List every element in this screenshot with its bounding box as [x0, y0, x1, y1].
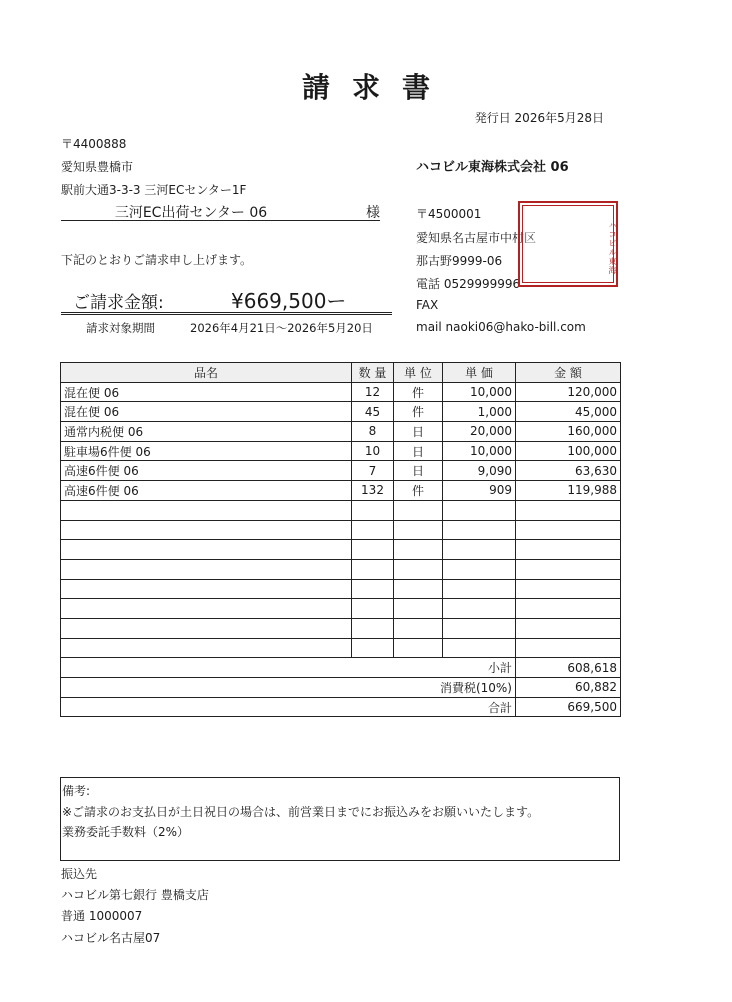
quantity-cell — [352, 599, 394, 619]
unit-price-cell — [443, 579, 516, 599]
unit-cell — [394, 540, 443, 560]
unit-price-cell: 10,000 — [443, 382, 516, 402]
table-row — [61, 441, 621, 461]
item-name-cell — [61, 618, 352, 638]
unit-cell: 件 — [394, 382, 443, 402]
unit-cell — [394, 520, 443, 540]
unit-cell — [394, 500, 443, 520]
unit-price-cell: 9,090 — [443, 461, 516, 481]
issuer-company: ハコビル東海株式会社 06 — [416, 160, 569, 175]
unit-cell: 件 — [394, 481, 443, 501]
amount-cell — [516, 559, 621, 579]
quantity-cell: 10 — [352, 441, 394, 461]
total-value: 669,500 — [516, 697, 621, 717]
billing-amount-label: ご請求金額: — [73, 293, 164, 313]
total-row — [61, 697, 621, 717]
tax-label: 消費税(10%) — [61, 678, 516, 698]
item-name-cell — [61, 638, 352, 658]
header-item-name: 品名 — [61, 363, 352, 383]
issuer-address2: 那古野9999-06 — [416, 254, 503, 268]
item-name-cell — [61, 500, 352, 520]
amount-cell — [516, 638, 621, 658]
amount-cell — [516, 599, 621, 619]
recipient-address1: 愛知県豊橋市 — [61, 160, 134, 174]
tax-row — [61, 678, 621, 698]
bank-name: ハコビル第七銀行 豊橋支店 — [61, 888, 209, 902]
unit-cell: 件 — [394, 402, 443, 422]
quantity-cell — [352, 500, 394, 520]
unit-price-cell: 909 — [443, 481, 516, 501]
amount-cell: 120,000 — [516, 382, 621, 402]
quantity-cell: 7 — [352, 461, 394, 481]
quantity-cell: 132 — [352, 481, 394, 501]
quantity-cell: 45 — [352, 402, 394, 422]
recipient-name: 三河EC出荷センター 06 — [114, 205, 268, 221]
unit-cell — [394, 559, 443, 579]
item-name-cell: 混在便 06 — [61, 402, 352, 422]
issuer-tel: 電話 0529999996 — [416, 277, 521, 291]
unit-cell — [394, 638, 443, 658]
table-row — [61, 461, 621, 481]
subtotal-label: 小計 — [61, 658, 516, 678]
unit-cell: 日 — [394, 441, 443, 461]
unit-price-cell: 10,000 — [443, 441, 516, 461]
table-row — [61, 382, 621, 402]
company-seal-stamp — [518, 201, 618, 287]
header-quantity: 数 量 — [352, 363, 394, 383]
amount-cell: 45,000 — [516, 402, 621, 422]
unit-price-cell — [443, 520, 516, 540]
table-row — [61, 559, 621, 579]
bank-holder: ハコビル名古屋07 — [61, 931, 161, 945]
item-name-cell — [61, 579, 352, 599]
tax-value: 60,882 — [516, 678, 621, 698]
item-name-cell — [61, 599, 352, 619]
table-row — [61, 638, 621, 658]
quantity-cell — [352, 618, 394, 638]
amount-cell — [516, 500, 621, 520]
unit-cell: 日 — [394, 461, 443, 481]
quantity-cell — [352, 520, 394, 540]
unit-cell — [394, 599, 443, 619]
amount-cell — [516, 520, 621, 540]
quantity-cell — [352, 638, 394, 658]
invoice-items-table — [60, 362, 621, 717]
table-row — [61, 520, 621, 540]
table-row — [61, 599, 621, 619]
seal-text: ハコビル東海 — [608, 221, 617, 275]
header-amount: 金 額 — [516, 363, 621, 383]
bank-label: 振込先 — [61, 867, 98, 881]
subtotal-value: 608,618 — [516, 658, 621, 678]
table-row — [61, 500, 621, 520]
issuer-address1: 愛知県名古屋市中村区 — [416, 231, 537, 245]
subtotal-row — [61, 658, 621, 678]
unit-price-cell — [443, 559, 516, 579]
quantity-cell — [352, 559, 394, 579]
unit-price-cell — [443, 618, 516, 638]
table-row — [61, 579, 621, 599]
recipient-honorific: 様 — [366, 205, 380, 221]
item-name-cell: 駐車場6件便 06 — [61, 441, 352, 461]
greeting-text: 下記のとおりご請求申し上げます。 — [61, 253, 253, 267]
amount-cell — [516, 618, 621, 638]
issuer-postal: 〒4500001 — [416, 207, 482, 221]
billing-period-label: 請求対象期間 — [86, 321, 155, 335]
quantity-cell — [352, 579, 394, 599]
bank-account: 普通 1000007 — [61, 909, 143, 923]
unit-cell — [394, 618, 443, 638]
total-label: 合計 — [61, 697, 516, 717]
header-unit-price: 単 価 — [443, 363, 516, 383]
amount-cell: 100,000 — [516, 441, 621, 461]
issuer-mail-address: naoki06@hako-bill.com — [445, 320, 586, 334]
table-row — [61, 481, 621, 501]
table-header-row — [61, 363, 621, 383]
unit-price-cell — [443, 540, 516, 560]
amount-cell — [516, 579, 621, 599]
issuer-fax: FAX — [416, 298, 439, 312]
unit-cell: 日 — [394, 422, 443, 442]
issuer-mail — [416, 320, 586, 334]
quantity-cell: 8 — [352, 422, 394, 442]
amount-cell — [516, 540, 621, 560]
recipient-address2: 駅前大通3-3-3 三河ECセンター1F — [61, 183, 247, 197]
document-title: 請求書 — [301, 71, 452, 104]
unit-price-cell: 20,000 — [443, 422, 516, 442]
billing-amount-value: ¥669,500ー — [231, 289, 347, 313]
unit-price-cell — [443, 638, 516, 658]
quantity-cell — [352, 540, 394, 560]
item-name-cell: 高速6件便 06 — [61, 481, 352, 501]
remarks-line-2: 業務委託手数料（2%） — [62, 825, 190, 839]
item-name-cell — [61, 520, 352, 540]
item-name-cell: 通常内税便 06 — [61, 422, 352, 442]
unit-cell — [394, 579, 443, 599]
remarks-box — [60, 777, 620, 861]
item-name-cell: 混在便 06 — [61, 382, 352, 402]
header-unit: 単 位 — [394, 363, 443, 383]
recipient-postal: 〒4400888 — [61, 137, 127, 151]
item-name-cell — [61, 540, 352, 560]
remarks-title: 備考: — [62, 784, 91, 798]
unit-price-cell — [443, 500, 516, 520]
billing-amount-row — [61, 285, 392, 315]
amount-cell: 63,630 — [516, 461, 621, 481]
table-row — [61, 402, 621, 422]
amount-cell: 160,000 — [516, 422, 621, 442]
remarks-line-1: ※ご請求のお支払日が土日祝日の場合は、前営業日までにお振込みをお願いいたします。 — [62, 805, 540, 819]
quantity-cell: 12 — [352, 382, 394, 402]
item-name-cell — [61, 559, 352, 579]
unit-price-cell: 1,000 — [443, 402, 516, 422]
recipient-name-row — [61, 200, 380, 221]
issuer-mail-label: mail — [416, 320, 442, 334]
amount-cell: 119,988 — [516, 481, 621, 501]
issue-date: 発行日 2026年5月28日 — [474, 111, 604, 125]
table-row — [61, 422, 621, 442]
billing-period-value: 2026年4月21日～2026年5月20日 — [190, 321, 373, 335]
table-row — [61, 618, 621, 638]
item-name-cell: 高速6件便 06 — [61, 461, 352, 481]
table-row — [61, 540, 621, 560]
unit-price-cell — [443, 599, 516, 619]
